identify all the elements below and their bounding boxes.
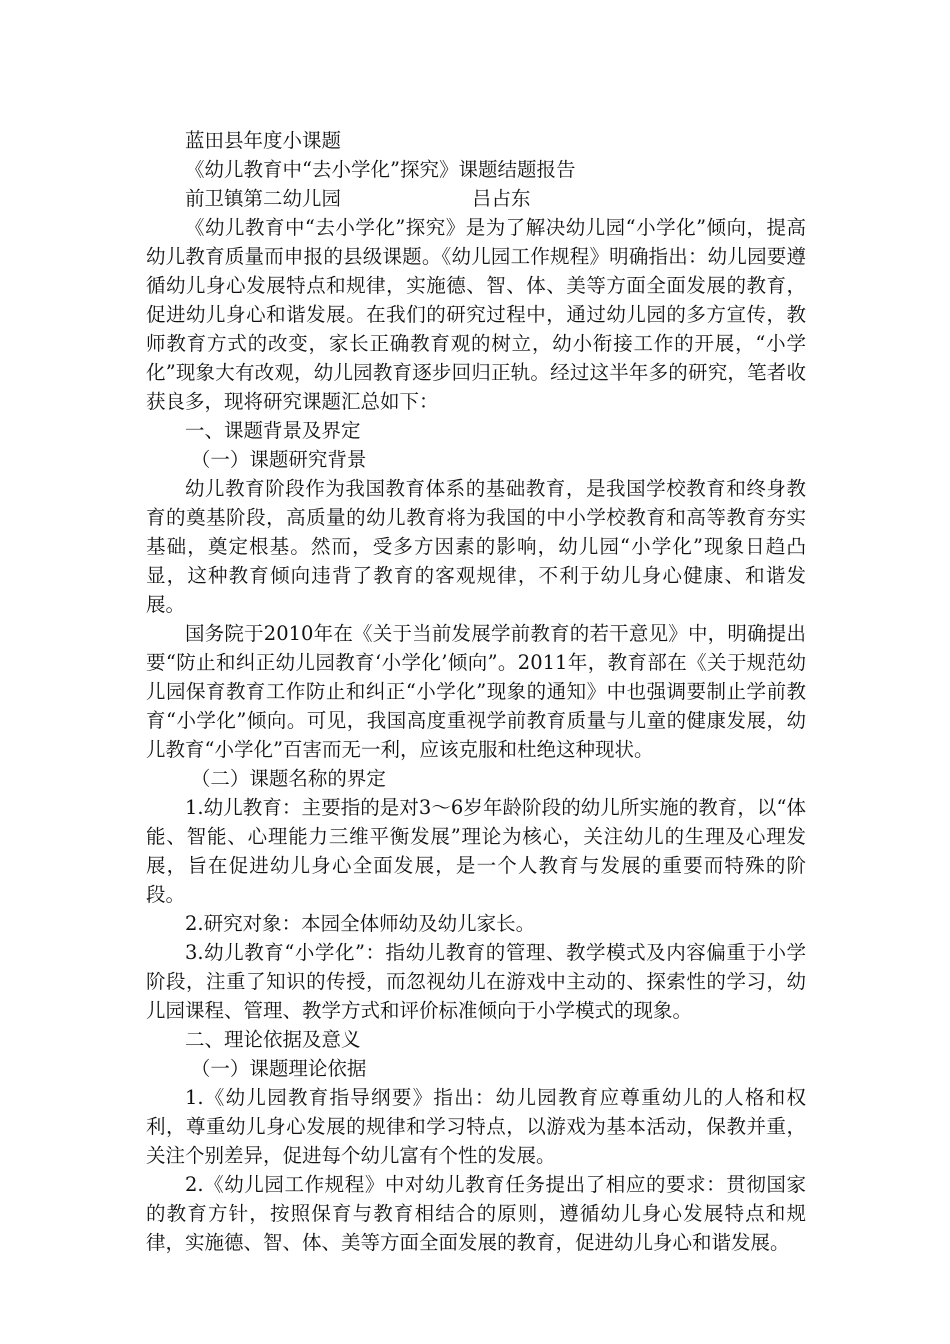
definition-item-3: 3.幼儿教育“小学化”：指幼儿教育的管理、教学模式及内容偏重于小学阶段，注重了知识的传授，而忽视幼儿在游戏中主动的、探索性的学习，幼儿园课程、管理、教学方式和评价标准倾向于小学模式的现象。 <box>146 941 806 1022</box>
document-body <box>146 126 806 1257</box>
definition-item-1: 1.幼儿教育：主要指的是对3～6岁年龄阶段的幼儿所实施的教育，以“体能、智能、心理能力三维平衡发展”理论为核心，关注幼儿的生理及心理发展，旨在促进幼儿身心全面发展，是一个人教育与发展的重要而特殊的阶段。 <box>146 796 806 906</box>
background-paragraph-2: 国务院于2010年在《关于当前发展学前教育的若干意见》中，明确提出要“防止和纠正幼儿园教育‘小学化’倾向”。2011年，教育部在《关于规范幼儿园保育教育工作防止和纠正“小学化”现象的通知》中也强调要制止学前教育“小学化”倾向。可见，我国高度重视学前教育质量与儿童的健康发展，幼儿教育“小学化”百害而无一利，应该克服和杜绝这种现状。 <box>146 622 806 761</box>
author-name: 吕占东 <box>472 187 531 210</box>
series-label: 蓝田县年度小课题 <box>185 129 342 152</box>
background-paragraph-1: 幼儿教育阶段作为我国教育体系的基础教育，是我国学校教育和终身教育的奠基阶段，高质量的幼儿教育将为我国的中小学校教育和高等教育夯实基础，奠定根基。然而，受多方因素的影响，幼儿园“小学化”现象日趋凸显，这种教育倾向违背了教育的客观规律，不利于幼儿身心健康、和谐发展。 <box>146 477 806 616</box>
section-1-2-heading: （二）课题名称的界定 <box>190 767 386 790</box>
definition-item-2: 2.研究对象：本园全体师幼及幼儿家长。 <box>185 912 536 935</box>
byline <box>146 184 806 213</box>
theory-item-1: 1.《幼儿园教育指导纲要》指出：幼儿园教育应尊重幼儿的人格和权利，尊重幼儿身心发展的规律和学习特点，以游戏为基本活动，保教并重，关注个别差异，促进每个幼儿富有个性的发展。 <box>146 1086 806 1167</box>
theory-item-2: 2.《幼儿园工作规程》中对幼儿教育任务提出了相应的要求：贯彻国家的教育方针，按照保育与教育相结合的原则，遵循幼儿身心发展特点和规律，实施德、智、体、美等方面全面发展的教育，促进幼儿身心和谐发展。 <box>146 1173 806 1254</box>
school-name: 前卫镇第二幼儿园 <box>185 187 342 210</box>
section-2-heading: 二、理论依据及意义 <box>185 1028 361 1051</box>
report-title: 《幼儿教育中“去小学化”探究》课题结题报告 <box>185 158 576 181</box>
section-1-heading: 一、课题背景及界定 <box>185 419 361 442</box>
intro-paragraph: 《幼儿教育中“去小学化”探究》是为了解决幼儿园“小学化”倾向，提高幼儿教育质量而申报的县级课题。《幼儿园工作规程》明确指出：幼儿园要遵循幼儿身心发展特点和规律，实施德、智、体、美等方面全面发展的教育，促进幼儿身心和谐发展。在我们的研究过程中，通过幼儿园的多方宣传，教师教育方式的改变，家长正确教育观的树立，幼小衔接工作的开展，“小学化”现象大有改观，幼儿园教育逐步回归正轨。经过这半年多的研究，笔者收获良多，现将研究课题汇总如下： <box>146 216 806 413</box>
section-1-1-heading: （一）课题研究背景 <box>190 448 367 471</box>
section-2-1-heading: （一）课题理论依据 <box>190 1057 367 1080</box>
